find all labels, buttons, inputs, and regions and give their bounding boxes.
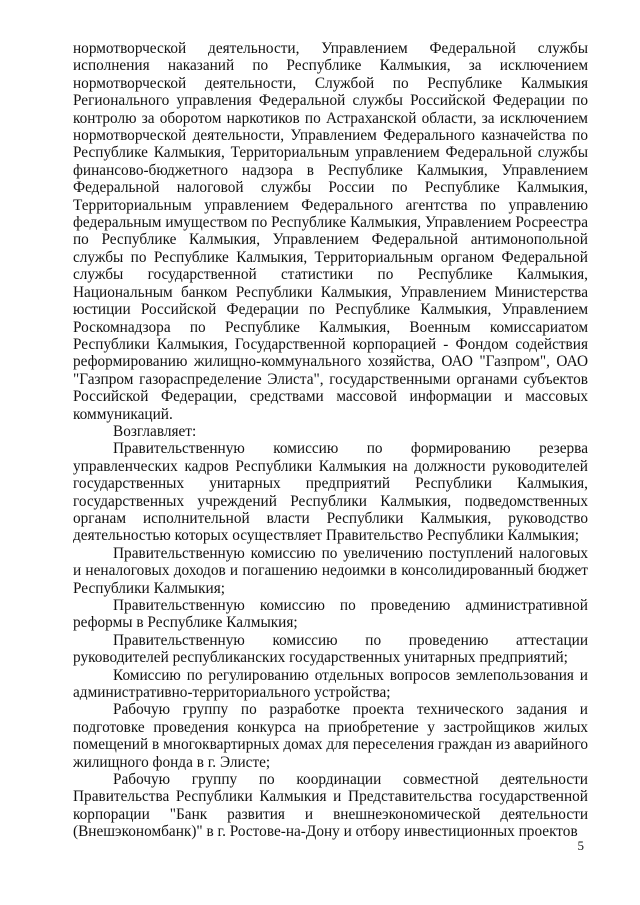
paragraph-personnel-reserve-commission: Правительственную комиссию по формированию резерва управленческих кадров Республики Калмыкия на должности руководителей государственных унитарных предприятий Республики Калмыкия, государственных учреждений Республики Калмыкия, подведомственных органам исполнительной власти Республики Калмыкия, руководство деятельностью которых осуществляет Правительство Республики Калмыкия; (73, 440, 588, 545)
page-number: 5 (577, 838, 584, 853)
paragraph-administrative-reform-commission: Правительственную комиссию по проведению административной реформы в Республике Калмыкия; (73, 597, 588, 632)
paragraph-heads-heading: Возглавляет: (113, 422, 197, 440)
paragraph-technical-task-working-group: Рабочую группу по разработке проекта технического задания и подготовке проведения конкурса на приобретение у застройщиков жилых помещений в многоквартирных домах для переселения граждан из аварийного жилищного фонда в г. Элисте; (73, 701, 588, 771)
paragraph-continued: нормотворческой деятельности, Управлением Федеральной службы исполнения наказаний по Республике Калмыкия, за исключением нормотворческой деятельности, Службой по Республике Калмыкия Регионального управления Федеральной службы Российской Федерации по контролю за оборотом наркотиков по Астраханской области, за исключением нормотворческой деятельности, Управлением Федерального казначейства по Республике Калмыкия, Территориальным управлением Федеральной службы финансово-бюджетного надзора в Республике Калмыкия, Управлением Федеральной налоговой службы России по Республике Калмыкия, Территориальным управлением Федерального агентства по управлению федеральным имуществом по Республике Калмыкия, Управлением Росреестра по Республике Калмыкия, Управлением Федеральной антимонопольной службы по Республике Калмыкия, Территориальным органом Федеральной службы государственной статистики по Республике Калмыкия, Национальным банком Республики Калмыкия, Управлением Министерства юстиции Российской Федерации по Республике Калмыкия, Управлением Роскомнадзора по Республике Калмыкия, Военным комиссариатом Республики Калмыкия, Государственной корпорацией - Фондом содействия реформированию жилищно-коммунального хозяйства, ОАО "Газпром", ОАО "Газпром газораспределение Элиста", государственными органами субъектов Российской Федерации, средствами массовой информации и массовых коммуникаций. (73, 40, 588, 423)
paragraph-attestation-commission: Правительственную комиссию по проведению аттестации руководителей республиканских государственных унитарных предприятий; (73, 631, 588, 667)
paragraph-coordination-working-group: Рабочую группу по координации совместной деятельности Правительства Республики Калмыкия и Представительства государственной корпорации "Банк развития и внешнеэкономической деятельности (Внешэкономбанк)" в г. Ростове-на-Дону и отбору инвестиционных проектов (73, 771, 588, 841)
paragraph-tax-revenue-commission: Правительственную комиссию по увеличению поступлений налоговых и неналоговых доходов и погашению недоимки в консолидированный бюджет Республики Калмыкия; (73, 544, 588, 597)
document-body (73, 40, 588, 841)
paragraph-land-use-commission: Комиссию по регулированию отдельных вопросов землепользования и административно-территориального устройства; (73, 666, 588, 702)
